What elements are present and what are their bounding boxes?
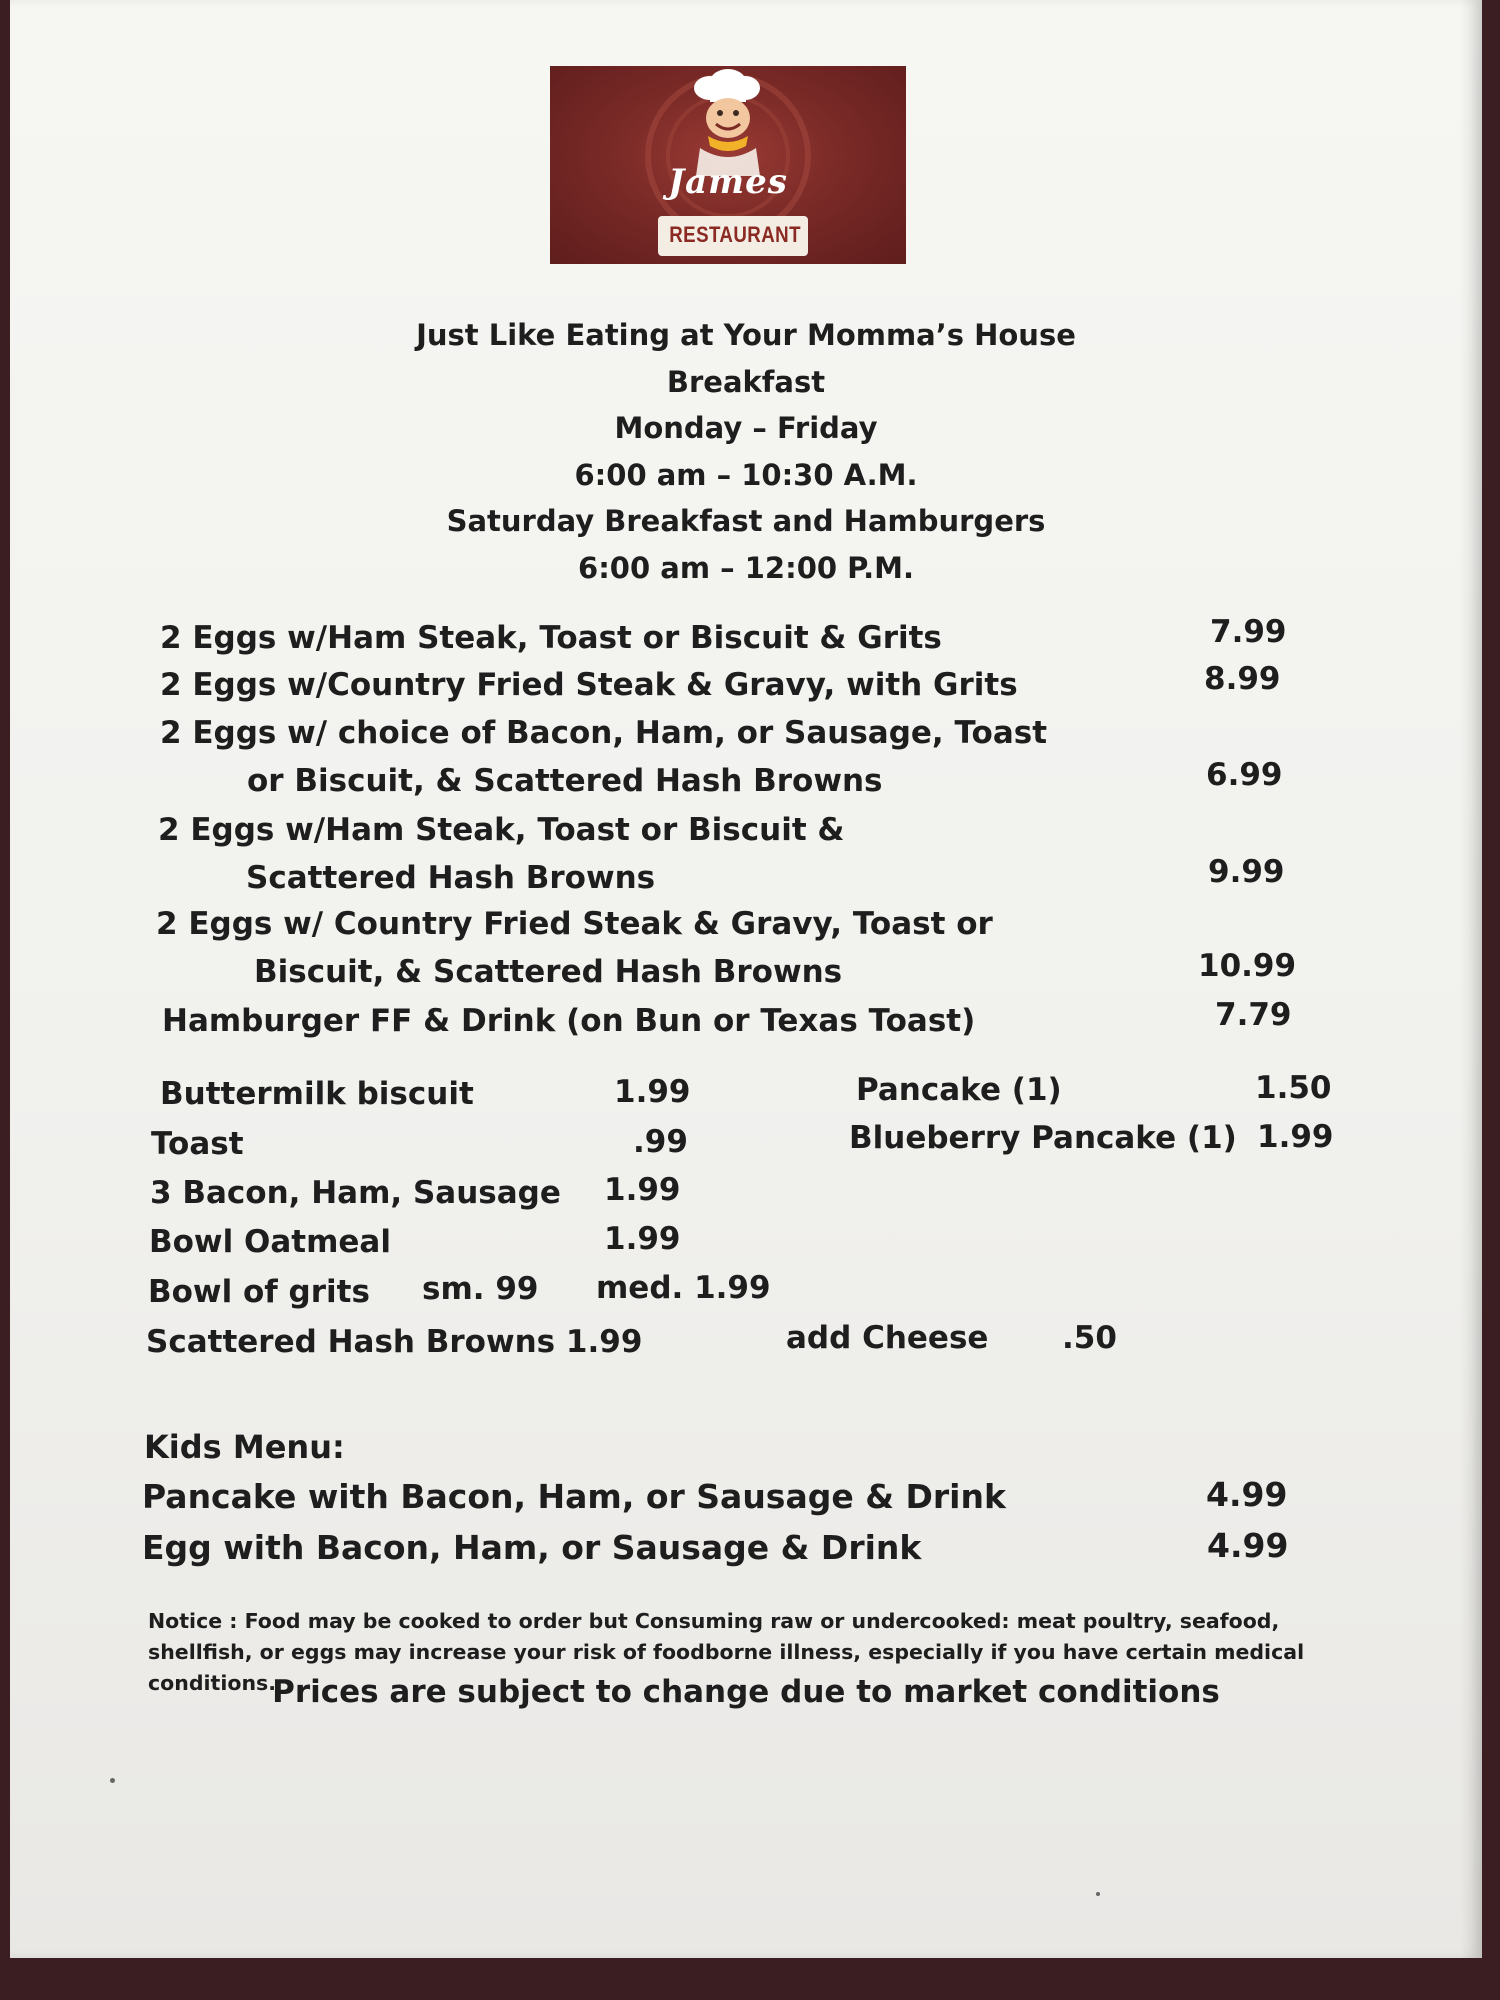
kids-menu-title: Kids Menu: <box>144 1428 345 1466</box>
saturday-label: Saturday Breakfast and Hamburgers <box>446 504 1046 539</box>
side-item-price: 1.99 <box>604 1221 681 1257</box>
grits-medium-price: med. 1.99 <box>596 1270 771 1306</box>
kids-item-price: 4.99 <box>1207 1526 1289 1565</box>
hash-browns-item: Scattered Hash Browns 1.99 <box>146 1324 643 1360</box>
logo-name: James <box>668 162 788 202</box>
kids-item-name: Pancake with Bacon, Ham, or Sausage & Drink <box>142 1477 1006 1516</box>
pancake-price: 1.50 <box>1255 1070 1332 1106</box>
paper-speck <box>110 1778 115 1783</box>
menu-item-price: 6.99 <box>1206 757 1283 793</box>
menu-item-continuation: Biscuit, & Scattered Hash Browns <box>254 954 843 990</box>
menu-item-name: 2 Eggs w/Ham Steak, Toast or Biscuit & <box>158 812 845 848</box>
menu-page <box>10 0 1482 1958</box>
restaurant-logo <box>550 66 906 264</box>
menu-header <box>10 312 1482 592</box>
menu-item-price: 8.99 <box>1204 661 1281 697</box>
add-cheese-price: .50 <box>1062 1320 1117 1356</box>
pancake-name: Pancake (1) <box>856 1072 1062 1108</box>
grits-name: Bowl of grits <box>148 1274 370 1310</box>
side-item-name: 3 Bacon, Ham, Sausage <box>150 1175 561 1211</box>
menu-item-price: 7.99 <box>1210 614 1287 650</box>
side-item-price: 1.99 <box>614 1074 691 1110</box>
meal-title: Breakfast <box>666 364 826 399</box>
side-item-name: Bowl Oatmeal <box>149 1224 391 1260</box>
prices-note: Prices are subject to change due to market conditions <box>272 1674 1220 1710</box>
kids-item-name: Egg with Bacon, Ham, or Sausage & Drink <box>142 1528 922 1567</box>
menu-item-name: Hamburger FF & Drink (on Bun or Texas Toast) <box>162 1003 976 1039</box>
menu-item-price: 10.99 <box>1198 948 1297 984</box>
weekday-hours: 6:00 am – 10:30 A.M. <box>574 457 918 492</box>
grits-small-price: sm. 99 <box>422 1271 539 1307</box>
menu-item-continuation: Scattered Hash Browns <box>246 860 656 896</box>
tagline: Just Like Eating at Your Momma’s House <box>416 318 1076 352</box>
add-cheese-label: add Cheese <box>786 1320 989 1356</box>
food-safety-notice: Notice : Food may be cooked to order but Consuming raw or undercooked: meat poultry, seafood, shellfish, or eggs may increase your risk of foodborne illness, especially if you have certain medical conditions. <box>148 1609 1305 1695</box>
menu-item-name: 2 Eggs w/ Country Fried Steak & Gravy, Toast or <box>156 906 993 942</box>
blueberry-pancake-name: Blueberry Pancake (1) <box>849 1120 1237 1156</box>
kids-item-price: 4.99 <box>1206 1475 1288 1514</box>
side-item-price: .99 <box>633 1124 688 1160</box>
paper-speck <box>1096 1892 1100 1896</box>
side-item-name: Buttermilk biscuit <box>160 1076 474 1112</box>
menu-item-name: 2 Eggs w/Country Fried Steak & Gravy, with Grits <box>160 667 1018 703</box>
page-shadow <box>1460 0 1482 1958</box>
menu-item-name: 2 Eggs w/Ham Steak, Toast or Biscuit & Grits <box>160 620 942 656</box>
side-item-price: 1.99 <box>604 1172 681 1208</box>
saturday-hours: 6:00 am – 12:00 P.M. <box>578 550 914 585</box>
blueberry-pancake-price: 1.99 <box>1257 1119 1334 1155</box>
menu-item-name: 2 Eggs w/ choice of Bacon, Ham, or Sausage, Toast <box>160 715 1048 751</box>
menu-item-continuation: or Biscuit, & Scattered Hash Browns <box>247 763 883 799</box>
logo-subtitle: RESTAURANT <box>669 222 801 247</box>
weekday-days: Monday – Friday <box>614 411 878 446</box>
side-item-name: Toast <box>151 1126 244 1162</box>
menu-item-price: 7.79 <box>1215 997 1292 1033</box>
menu-item-price: 9.99 <box>1208 854 1285 890</box>
